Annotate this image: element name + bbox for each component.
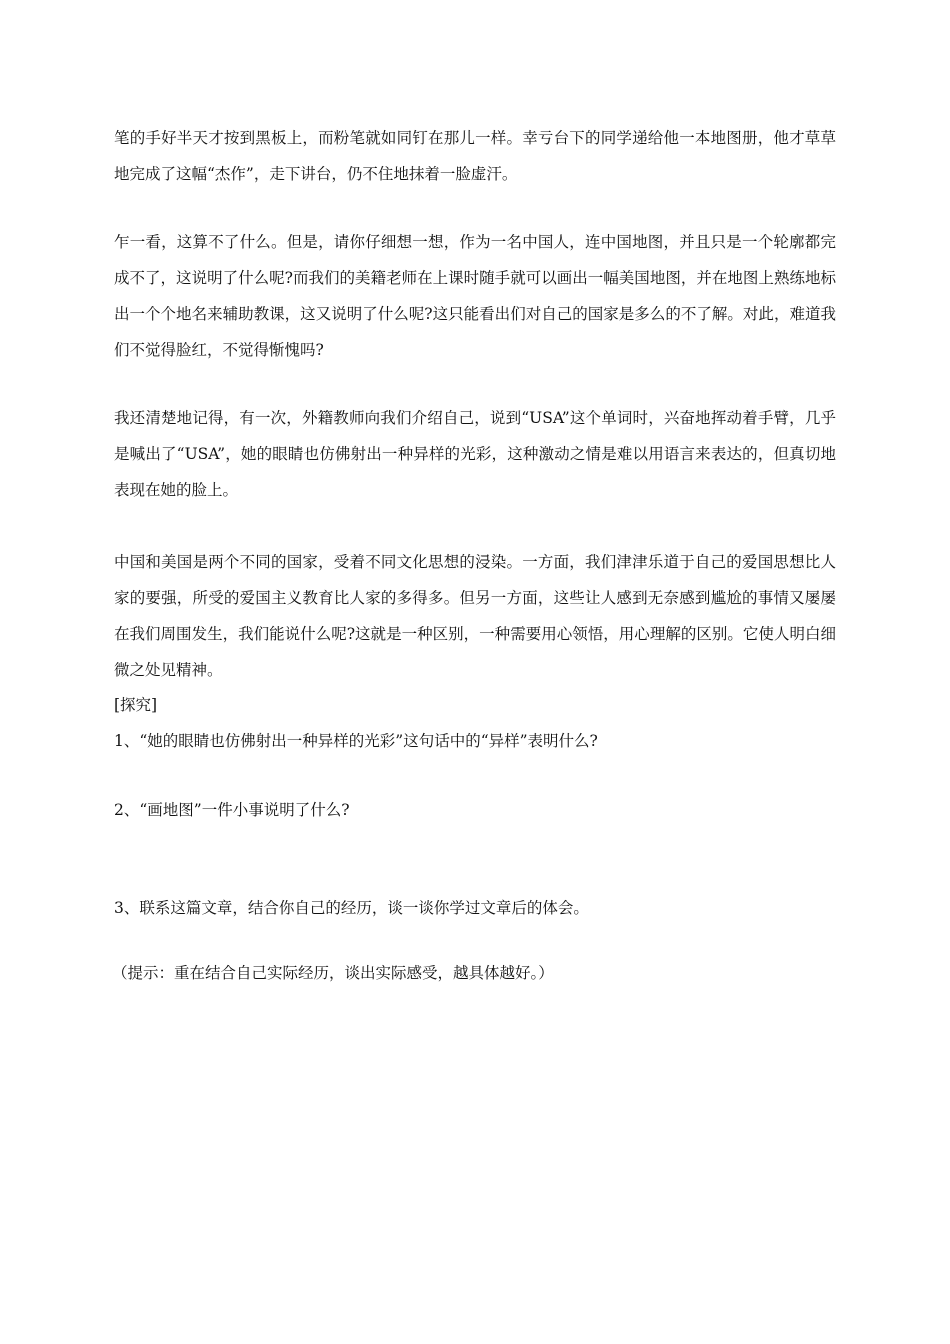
paragraph-4: 中国和美国是两个不同的国家，受着不同文化思想的浸染。一方面，我们津津乐道于自己的爱国思想比人家的要强，所受的爱国主义教育比人家的多得多。但另一方面，这些让人感到无奈感到尴尬的事情又屡屡在我们周围发生，我们能说什么呢?这就是一种区别，一种需要用心领悟，用心理解的区别。它使人明白细微之处见精神。 <box>114 553 836 679</box>
section-heading: [探究] <box>114 696 158 714</box>
hint-note: （提示：重在结合自己实际经历，谈出实际感受，越具体越好。） <box>112 964 554 982</box>
paragraph-3: 我还清楚地记得，有一次，外籍教师向我们介绍自己，说到“USA”这个单词时，兴奋地挥动着手臂，几乎是喊出了“USA”，她的眼睛也仿佛射出一种异样的光彩，这种激动之情是难以用语言来表达的，但真切地表现在她的脸上。 <box>114 409 836 499</box>
question-2: 2、“画地图”一件小事说明了什么? <box>114 801 350 819</box>
question-1: 1、“她的眼睛也仿佛射出一种异样的光彩”这句话中的“异样”表明什么? <box>114 732 598 750</box>
paragraph-1: 笔的手好半天才按到黑板上，而粉笔就如同钉在那儿一样。幸亏台下的同学递给他一本地图册，他才草草地完成了这幅“杰作”，走下讲台，仍不住地抹着一脸虚汗。 <box>114 129 836 183</box>
question-3: 3、联系这篇文章，结合你自己的经历，谈一谈你学过文章后的体会。 <box>114 899 589 917</box>
paragraph-2: 乍一看，这算不了什么。但是，请你仔细想一想，作为一名中国人，连中国地图，并且只是一个轮廓都完成不了，这说明了什么呢?而我们的美籍老师在上课时随手就可以画出一幅美国地图，并在地图上熟练地标出一个个地名来辅助教课，这又说明了什么呢?这只能看出们对自己的国家是多么的不了解。对此，难道我们不觉得脸红，不觉得惭愧吗? <box>114 233 836 359</box>
